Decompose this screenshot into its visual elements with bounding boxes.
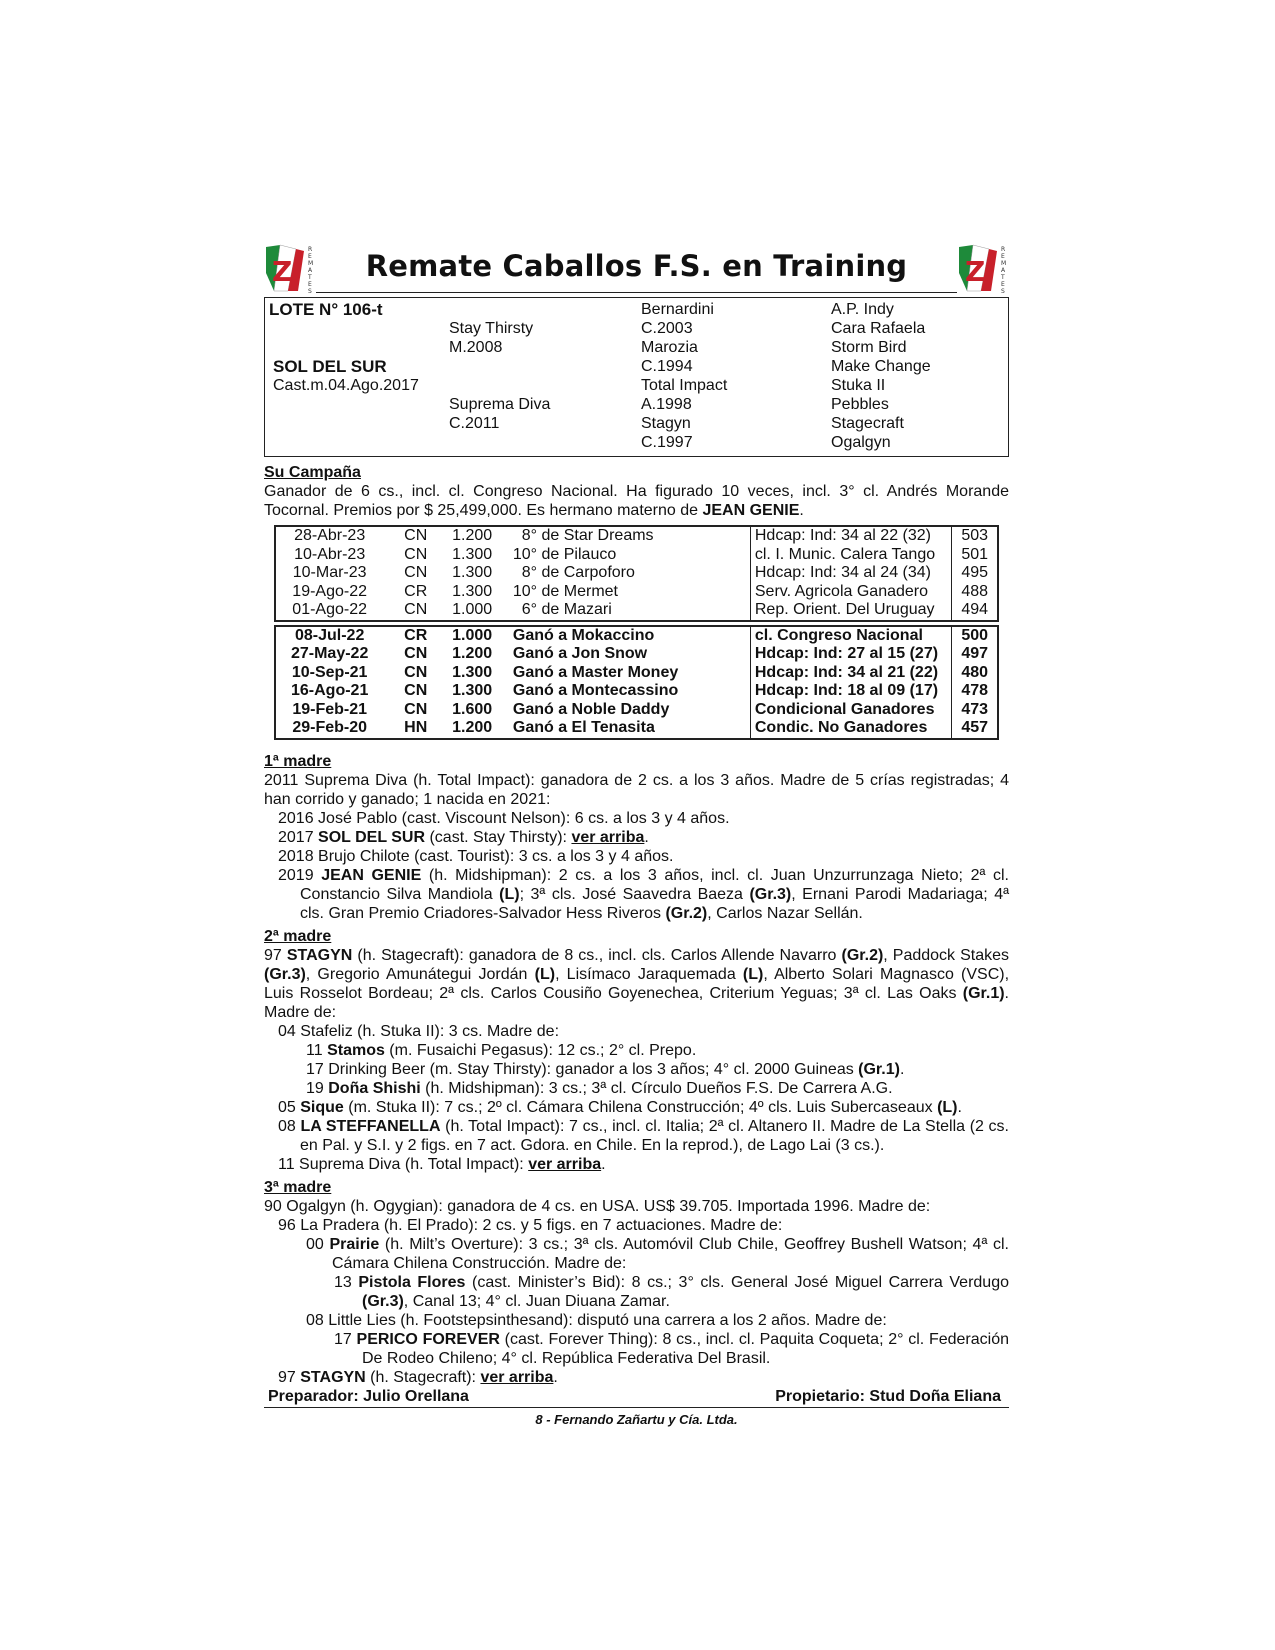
races-placed-table — [274, 525, 999, 622]
svg-text:E: E — [308, 281, 312, 288]
pedigree-gen3: Stuka II — [831, 377, 886, 394]
race-date: 10-Mar-23 — [292, 564, 367, 581]
race-date: 19-Feb-21 — [292, 700, 368, 718]
pedigree-gen3: Make Change — [831, 358, 931, 375]
race-name: cl. I. Munic. Calera Tango — [750, 546, 952, 565]
produce-line: 08 Little Lies (h. Footstepsinthesand): disputó una carrera a los 2 años. Madre de: — [306, 1311, 887, 1329]
produce-line: 11 Suprema Diva (h. Total Impact): ver arriba. — [278, 1155, 606, 1173]
race-row — [276, 664, 997, 683]
race-track: CR — [404, 626, 428, 644]
race-name: Hdcap: Ind: 27 al 15 (27) — [750, 645, 952, 664]
race-result: Ganó a El Tenasita — [512, 719, 655, 736]
pedigree-gen2: Stagyn — [641, 415, 691, 432]
race-name: Serv. Agricola Ganadero — [750, 583, 952, 602]
owner: Propietario: Stud Doña Eliana — [775, 1387, 1001, 1405]
sire-info: M.2008 — [449, 339, 503, 356]
pedigree-gen3: Stagecraft — [831, 415, 904, 432]
race-distance: 1.600 — [452, 700, 493, 718]
race-result: Ganó a Jon Snow — [512, 645, 648, 662]
race-result: 10° de Mermet — [512, 582, 618, 600]
dam-info: C.2011 — [449, 415, 500, 432]
race-distance: 1.300 — [452, 582, 493, 600]
race-distance: 1.200 — [452, 719, 493, 736]
race-date: 01-Ago-22 — [292, 601, 368, 618]
race-distance: 1.300 — [452, 663, 493, 681]
second-dam-intro: 97 STAGYN (h. Stagecraft): ganadora de 8 cs., incl. cls. Carlos Allende Navarro (Gr.2), Paddock Stakes (Gr.3), Gregorio Amunátegui Jordán (L), Lisímaco Jaraquemada (L), Alberto Solari Magnasco (VSC), Luis Rosselot Bordeau; 2ª cls. Carlos Cousiño Goyenechea, Criterium Yeguas; 3ª cl. Las Oaks (Gr.1). Madre de: — [264, 946, 1010, 1021]
pedigree-gen2: C.1997 — [641, 434, 693, 451]
pedigree-gen3: Ogalgyn — [831, 434, 891, 451]
race-weight: 480 — [952, 664, 997, 683]
race-date: 16-Ago-21 — [290, 682, 369, 699]
produce-line: 2019 JEAN GENIE (h. Midshipman): 2 cs. a los 3 años, incl. cl. Juan Unzurrunzaga Nieto; 2ª cl. Constancio Silva Mandiola (L); 3ª cls. José Saavedra Baeza (Gr.3), Ernani Parodi Madariaga; 4ª cls. Gran Premio Criadores-Salvador Hess Riveros (Gr.2), Carlos Nazar Sellán. — [278, 866, 1010, 922]
pedigree-gen2: C.2003 — [641, 320, 693, 337]
race-row — [276, 645, 997, 664]
race-name: cl. Congreso Nacional — [750, 627, 952, 646]
produce-line: 2017 SOL DEL SUR (cast. Stay Thirsty): ver arriba. — [278, 828, 649, 846]
produce-line: 97 STAGYN (h. Stagecraft): ver arriba. — [278, 1368, 558, 1386]
svg-text:Z: Z — [965, 255, 986, 288]
race-weight: 501 — [952, 546, 997, 565]
svg-text:S: S — [1001, 288, 1005, 293]
race-track: CN — [404, 663, 428, 681]
svg-text:T: T — [1001, 274, 1005, 281]
race-date: 08-Jul-22 — [294, 626, 365, 644]
svg-text:A: A — [1001, 267, 1006, 274]
race-distance: 1.300 — [452, 564, 493, 581]
race-name: Hdcap: Ind: 34 al 24 (34) — [750, 564, 952, 583]
footer-credits — [264, 1387, 1009, 1408]
pedigree-gen3: Storm Bird — [831, 339, 907, 356]
race-weight: 473 — [952, 701, 997, 720]
race-weight: 478 — [952, 682, 997, 701]
lot-number: LOTE N° 106-t — [269, 300, 383, 319]
race-weight: 494 — [952, 601, 997, 620]
svg-text:E: E — [1001, 253, 1005, 260]
pedigree-gen3: Pebbles — [831, 396, 889, 413]
race-name: Hdcap: Ind: 18 al 09 (17) — [750, 682, 952, 701]
pedigree-gen3: Cara Rafaela — [831, 320, 926, 337]
race-row — [276, 682, 997, 701]
race-date: 27-May-22 — [290, 645, 369, 662]
produce-line: 13 Pistola Flores (cast. Minister’s Bid): 8 cs.; 3° cls. General José Miguel Carrera Verdugo (Gr.3), Canal 13; 4° cl. Juan Diuana Zamar. — [334, 1273, 1009, 1310]
svg-text:T: T — [308, 274, 312, 281]
svg-text:R: R — [308, 246, 313, 253]
race-result: 8° de Carpoforo — [512, 564, 635, 581]
pedigree-gen2: Total Impact — [641, 377, 728, 394]
race-row — [276, 627, 997, 646]
svg-text:Z: Z — [272, 255, 293, 288]
trainer: Preparador: Julio Orellana — [268, 1387, 469, 1405]
produce-line: 05 Sique (m. Stuka II): 7 cs.; 2º cl. Cámara Chilena Construcción; 4º cls. Luis Subercaseaux (L). — [278, 1098, 962, 1116]
remates-logo-left — [264, 243, 316, 293]
race-weight: 457 — [952, 719, 997, 738]
svg-text:R: R — [1001, 246, 1006, 253]
race-result: 6° de Mazari — [512, 601, 612, 618]
sire-name: Stay Thirsty — [449, 320, 534, 337]
svg-text:E: E — [1001, 281, 1005, 288]
horse-name: SOL DEL SUR — [273, 357, 387, 376]
race-row — [276, 564, 997, 583]
pedigree-box — [264, 297, 1009, 457]
horse-info: Cast.m.04.Ago.2017 — [273, 377, 419, 394]
race-date: 29-Feb-20 — [292, 719, 368, 736]
third-dam-heading: 3ª madre — [264, 1178, 332, 1196]
race-track: CN — [404, 545, 428, 563]
svg-text:A: A — [308, 267, 313, 274]
title-underline — [316, 292, 957, 293]
race-track: CN — [404, 564, 428, 581]
race-track: HN — [404, 719, 428, 736]
race-name: Hdcap: Ind: 34 al 22 (32) — [750, 527, 952, 546]
pedigree-gen3: A.P. Indy — [831, 301, 894, 318]
catalog-page — [264, 243, 1009, 1427]
produce-line: 2018 Brujo Chilote (cast. Tourist): 3 cs. a los 3 y 4 años. — [278, 847, 674, 865]
race-result: Ganó a Noble Daddy — [512, 700, 670, 718]
ver-arriba-link: ver arriba — [528, 1155, 602, 1173]
race-date: 10-Sep-21 — [291, 663, 368, 681]
race-date: 19-Ago-22 — [292, 582, 368, 600]
race-result: Ganó a Montecassino — [512, 682, 679, 699]
produce-line: 04 Stafeliz (h. Stuka II): 3 cs. Madre de: — [278, 1022, 560, 1040]
race-track: CN — [404, 527, 428, 544]
race-track: CN — [404, 700, 428, 718]
race-distance: 1.200 — [452, 645, 493, 662]
first-dam-heading: 1ª madre — [264, 752, 332, 770]
race-distance: 1.000 — [452, 626, 493, 644]
race-name: Condicional Ganadores — [750, 701, 952, 720]
produce-line: 00 Prairie (h. Milt’s Overture): 3 cs.; 3ª cls. Automóvil Club Chile, Geoffrey Bushell Watson; 4ª cl. Cámara Chilena Construcción. Madre de: — [306, 1235, 1010, 1272]
pedigree-gen2: Marozia — [641, 339, 698, 356]
race-row — [276, 546, 997, 565]
race-distance: 1.300 — [452, 682, 493, 699]
produce-line: 19 Doña Shishi (h. Midshipman): 3 cs.; 3ª cl. Círculo Dueños F.S. De Carrera A.G. — [306, 1079, 893, 1097]
race-track: CN — [404, 645, 428, 662]
race-row — [276, 527, 997, 546]
ver-arriba-link: ver arriba — [571, 828, 645, 846]
race-distance: 1.200 — [452, 527, 493, 544]
race-name: Rep. Orient. Del Uruguay — [750, 601, 952, 620]
pedigree-gen2: Bernardini — [641, 301, 714, 318]
race-row — [276, 583, 997, 602]
race-distance: 1.000 — [452, 601, 493, 618]
campaign-text: Ganador de 6 cs., incl. cl. Congreso Nacional. Ha figurado 10 veces, incl. 3° cl. Andrés Morande Tocornal. Premios por $ 25,499,000. Es hermano materno de JEAN GENIE. — [264, 483, 1009, 519]
race-weight: 488 — [952, 583, 997, 602]
race-track: CN — [404, 682, 428, 699]
page-number: 8 - Fernando Zañartu y Cía. Ltda. — [535, 1411, 738, 1427]
first-dam-intro: 2011 Suprema Diva (h. Total Impact): ganadora de 2 cs. a los 3 años. Madre de 5 crías registradas; 4 han corrido y ganado; 1 nacida en 2021: — [264, 771, 1009, 808]
races-won-table — [274, 625, 999, 740]
produce-line: 11 Stamos (m. Fusaichi Pegasus): 12 cs.; 2° cl. Prepo. — [306, 1041, 697, 1059]
svg-text:S: S — [308, 288, 312, 293]
race-weight: 503 — [952, 527, 997, 546]
svg-text:E: E — [308, 253, 312, 260]
svg-text:M: M — [308, 260, 314, 267]
pedigree-gen2: A.1998 — [641, 396, 692, 413]
remates-logo-right — [957, 243, 1009, 293]
race-row — [276, 719, 997, 738]
race-result: Ganó a Master Money — [512, 663, 679, 681]
svg-text:M: M — [1001, 260, 1007, 267]
race-distance: 1.300 — [452, 545, 493, 563]
race-weight: 497 — [952, 645, 997, 664]
race-row — [276, 601, 997, 620]
page-header — [264, 243, 1009, 295]
race-row — [276, 701, 997, 720]
race-weight: 495 — [952, 564, 997, 583]
produce-line: 08 LA STEFFANELLA (h. Total Impact): 7 cs., incl. cl. Italia; 2ª cl. Altanero II. Madre de La Stella (2 cs. en Pal. y S.I. y 2 figs. en 7 act. Gdora. en Chile. En la reprod.), de Lago Lai (3 cs.). — [278, 1117, 1010, 1154]
produce-line: 2016 José Pablo (cast. Viscount Nelson): 6 cs. a los 3 y 4 años. — [278, 809, 730, 827]
race-result: Ganó a Mokaccino — [512, 626, 655, 644]
dam-name: Suprema Diva — [449, 396, 551, 413]
page-title: Remate Caballos F.S. en Training — [365, 249, 908, 283]
race-weight: 500 — [952, 627, 997, 646]
race-name: Condic. No Ganadores — [750, 719, 952, 738]
race-date: 10-Abr-23 — [294, 545, 366, 563]
race-date: 28-Abr-23 — [294, 527, 366, 544]
ver-arriba-link: ver arriba — [480, 1368, 554, 1386]
second-dam-heading: 2ª madre — [264, 927, 332, 945]
race-track: CN — [404, 601, 428, 618]
produce-line: 17 PERICO FOREVER (cast. Forever Thing): 8 cs., incl. cl. Paquita Coqueta; 2° cl. Federación De Rodeo Chileno; 4° cl. República Federativa Del Brasil. — [334, 1330, 1009, 1367]
pedigree-gen2: C.1994 — [641, 358, 693, 375]
produce-line: 17 Drinking Beer (m. Stay Thirsty): ganador a los 3 años; 4° cl. 2000 Guineas (Gr.1). — [306, 1060, 905, 1078]
race-result: 10° de Pilauco — [512, 545, 617, 563]
race-result: 8° de Star Dreams — [512, 527, 654, 544]
third-dam-intro: 90 Ogalgyn (h. Ogygian): ganadora de 4 cs. en USA. US$ 39.705. Importada 1996. Madre de: — [264, 1197, 931, 1215]
produce-line: 96 La Pradera (h. El Prado): 2 cs. y 5 figs. en 7 actuaciones. Madre de: — [278, 1216, 783, 1234]
race-track: CR — [404, 582, 428, 600]
campaign-heading: Su Campaña — [264, 464, 361, 481]
race-name: Hdcap: Ind: 34 al 21 (22) — [750, 664, 952, 683]
